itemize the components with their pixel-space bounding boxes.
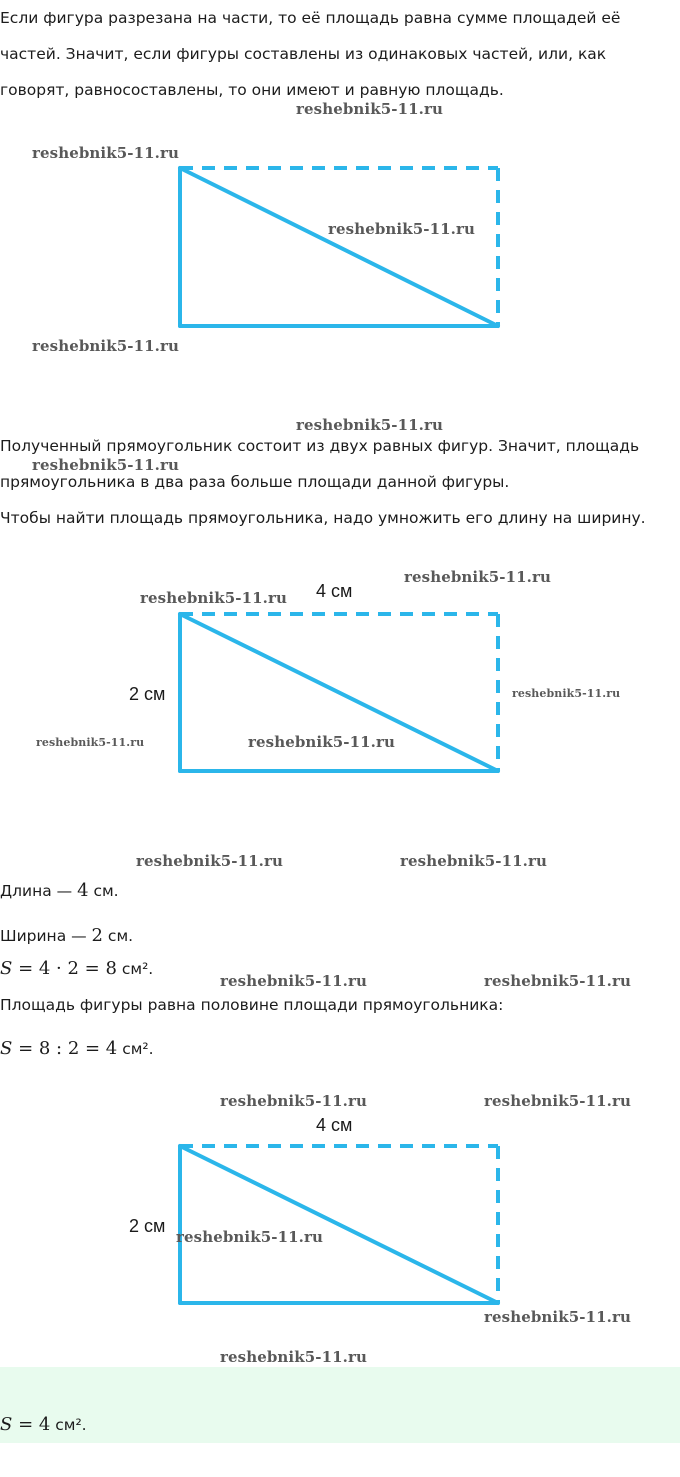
- answer-unit: см².: [50, 1416, 87, 1434]
- length-value: 4: [77, 880, 89, 901]
- width-unit: см.: [103, 927, 134, 945]
- intro-line-1: Если фигура разрезана на части, то её площадь равна сумме площадей её: [0, 9, 621, 27]
- watermark: reshebnik5-11.ru: [220, 1092, 367, 1110]
- intro-line-3: говорят, равносоставлены, то они имеют и равную площадь.: [0, 81, 504, 99]
- answer-block: [0, 1367, 680, 1443]
- watermark: reshebnik5-11.ru: [176, 1228, 323, 1246]
- width-value: 2: [91, 925, 103, 946]
- watermark: reshebnik5-11.ru: [248, 733, 395, 751]
- formula-rect-var: S: [0, 958, 13, 979]
- answer-formula: [0, 1406, 670, 1444]
- watermark: reshebnik5-11.ru: [512, 687, 621, 700]
- watermark: reshebnik5-11.ru: [32, 337, 179, 355]
- watermark: reshebnik5-11.ru: [484, 1308, 631, 1326]
- watermark: reshebnik5-11.ru: [328, 220, 475, 238]
- formula-rect-unit: см².: [116, 960, 154, 978]
- watermark: reshebnik5-11.ru: [296, 416, 443, 434]
- watermark: reshebnik5-11.ru: [140, 589, 287, 607]
- formula-rect-expr: = 4 · 2 = 8: [12, 958, 117, 979]
- rect-line-3: Чтобы найти площадь прямоугольника, надо умножить его длину на ширину.: [0, 509, 646, 527]
- length-label: Длина —: [0, 882, 78, 900]
- answer-var: S: [0, 1414, 13, 1435]
- length-unit: см.: [88, 882, 119, 900]
- formula-half-expr: = 8 : 2 = 4: [12, 1038, 118, 1059]
- watermark: reshebnik5-11.ru: [404, 568, 551, 586]
- watermark: reshebnik5-11.ru: [32, 144, 179, 162]
- figure-3-diagonal: [180, 1146, 498, 1303]
- half-area-line: Площадь фигуры равна половине площади прямоугольника:: [0, 996, 504, 1014]
- rect-line-1: Полученный прямоугольник состоит из двух равных фигур. Значит, площадь: [0, 437, 640, 455]
- watermark: reshebnik5-11.ru: [296, 100, 443, 118]
- watermark: reshebnik5-11.ru: [32, 456, 179, 474]
- formula-half-unit: см².: [117, 1040, 154, 1058]
- width-label: Ширина —: [0, 927, 92, 945]
- figure-3-length-label: 4 см: [316, 1115, 353, 1135]
- formula-half-var: S: [0, 1038, 13, 1059]
- intro-line-2: частей. Значит, если фигуры составлены из одинаковых частей, или, как: [0, 45, 607, 63]
- figure-2-length-label: 4 см: [316, 581, 353, 601]
- rect-line-2: прямоугольника в два раза больше площади данной фигуры.: [0, 473, 510, 491]
- watermark: reshebnik5-11.ru: [220, 972, 367, 990]
- watermark: reshebnik5-11.ru: [220, 1348, 367, 1366]
- watermark: reshebnik5-11.ru: [136, 852, 283, 870]
- watermark: reshebnik5-11.ru: [400, 852, 547, 870]
- figure-2-width-label: 2 см: [129, 684, 166, 704]
- watermark: reshebnik5-11.ru: [484, 972, 631, 990]
- watermark: reshebnik5-11.ru: [36, 736, 145, 749]
- figure-3-width-label: 2 см: [129, 1216, 166, 1236]
- answer-expr: = 4: [12, 1414, 51, 1435]
- watermark: reshebnik5-11.ru: [484, 1092, 631, 1110]
